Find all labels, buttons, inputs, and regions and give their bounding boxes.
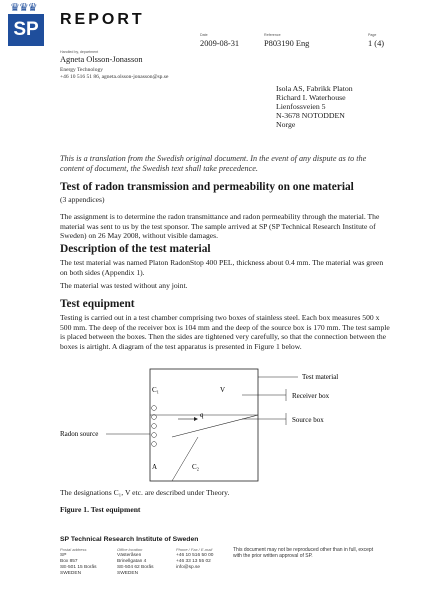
- handler-name: Agneta Olsson-Jonasson: [60, 55, 143, 64]
- c1-label: C₁: [152, 386, 160, 394]
- page-label: Page: [368, 33, 377, 37]
- office-line: SWEDEN: [117, 571, 139, 576]
- postal-line: SE-501 15 Borås: [60, 565, 97, 570]
- phone-line: +46 10 516 50 00: [176, 553, 214, 558]
- radon-source-label: Radon source: [60, 430, 99, 438]
- recipient-line: Lienfossveien 5: [276, 102, 326, 111]
- chamber-outline: [150, 369, 258, 481]
- c2-label: C₂: [192, 463, 200, 471]
- v-label: V: [220, 386, 226, 394]
- test-apparatus-diagram: [60, 365, 380, 485]
- office-line: Brinellgatan 4: [117, 559, 147, 564]
- office-line: SE-504 62 Borås: [117, 565, 154, 570]
- radon-source-circle: [152, 424, 157, 429]
- test-material-line: [172, 415, 258, 437]
- phone-label: Phone / Fax / E-mail: [176, 547, 213, 552]
- postal-line: SP: [60, 553, 67, 558]
- material-description: The test material was named Platon RadonStop 400 PEL, thickness about 0.4 mm. The material was green on both sides (Appendix 1).: [60, 258, 384, 277]
- copyright-notice: This document may not be reproduced other than in full, except with the prior written approval of SP.: [233, 547, 374, 560]
- handler-contact: +46 10 516 51 86, agneta.olsson-jonasson@sp.se: [60, 74, 169, 80]
- arrow-head: [194, 417, 198, 421]
- intro-paragraph: The assignment is to determine the radon transmittance and radon permeability through the material. The material was sent to us by the test sponsor. The sample arrived at SP (SP Technical Research Institute of Sweden) on 26 May 2008, without visible damages.: [60, 212, 380, 241]
- radon-source-circle: [152, 415, 157, 420]
- radon-source-circle: [152, 442, 157, 447]
- page-number: 1 (4): [368, 39, 385, 48]
- figure-caption: Figure 1. Test equipment: [60, 505, 141, 514]
- email-line: info@sp.se: [176, 565, 201, 570]
- postal-address: [60, 547, 97, 577]
- recipient-line: N-3678 NOTODDEN: [276, 111, 345, 120]
- joint-note: The material was tested without any joint.: [60, 281, 188, 290]
- report-title: REPORT: [60, 11, 145, 28]
- receiver-box-label: Receiver box: [292, 392, 330, 400]
- radon-source-circle: [152, 433, 157, 438]
- postal-line: Box 857: [60, 559, 78, 564]
- report-date: 2009-08-31: [200, 39, 240, 48]
- appendices-note: (3 appendices): [60, 195, 105, 204]
- phone-line: +46 33 13 55 02: [176, 559, 211, 564]
- q-label: q: [200, 411, 204, 419]
- section-heading: Description of the test material: [60, 243, 211, 255]
- handler-label: Handled by, department: [60, 50, 99, 54]
- section-heading: Test equipment: [60, 298, 135, 310]
- radon-source-circle: [152, 406, 157, 411]
- reference-label: Reference: [264, 33, 281, 37]
- recipient-line: Norge: [276, 120, 296, 129]
- reference-number: P803190 Eng: [264, 39, 310, 48]
- translation-disclaimer: This is a translation from the Swedish original document. In the event of any dispute as to the content of document, the Swedish text shall take precedence.: [60, 154, 367, 173]
- handler-department: Energy Technology: [60, 67, 103, 73]
- document-title: Test of radon transmission and permeability on one material: [60, 181, 354, 193]
- office-location: [117, 547, 154, 577]
- recipient-line: Isola AS, Fabrikk Platon: [276, 84, 353, 93]
- equipment-description: Testing is carried out in a test chamber comprising two boxes of stainless steel. Each box measures 500 x 500 mm. The deep of the receiver box is 104 mm and the deep of the source box is 170 mm. The test sample is placed between the boxes. Then the sides are tightened very carefully, so that the connection between the boxes is airtight. A diagram of the test apparatus is presented in Figure 1 below.: [60, 313, 390, 351]
- postal-label: Postal address: [60, 547, 87, 552]
- test-material-label: Test material: [302, 373, 339, 381]
- designations-note: The designations C₁, V etc. are described under Theory.: [60, 488, 230, 497]
- divider-line: [172, 437, 198, 481]
- office-label: Office location: [117, 547, 143, 552]
- office-line: Västeråsen: [117, 553, 142, 558]
- logo-text: SP: [13, 19, 39, 40]
- crown-icon: ♛♛♛: [10, 2, 37, 14]
- contact-info: [176, 547, 213, 571]
- recipient-line: Richard I. Waterhouse: [276, 93, 346, 102]
- institute-name: SP Technical Research Institute of Sweden: [60, 536, 199, 543]
- a-label: A: [152, 463, 158, 471]
- postal-line: SWEDEN: [60, 571, 82, 576]
- source-box-label: Source box: [292, 416, 324, 424]
- date-label: Date: [200, 33, 208, 37]
